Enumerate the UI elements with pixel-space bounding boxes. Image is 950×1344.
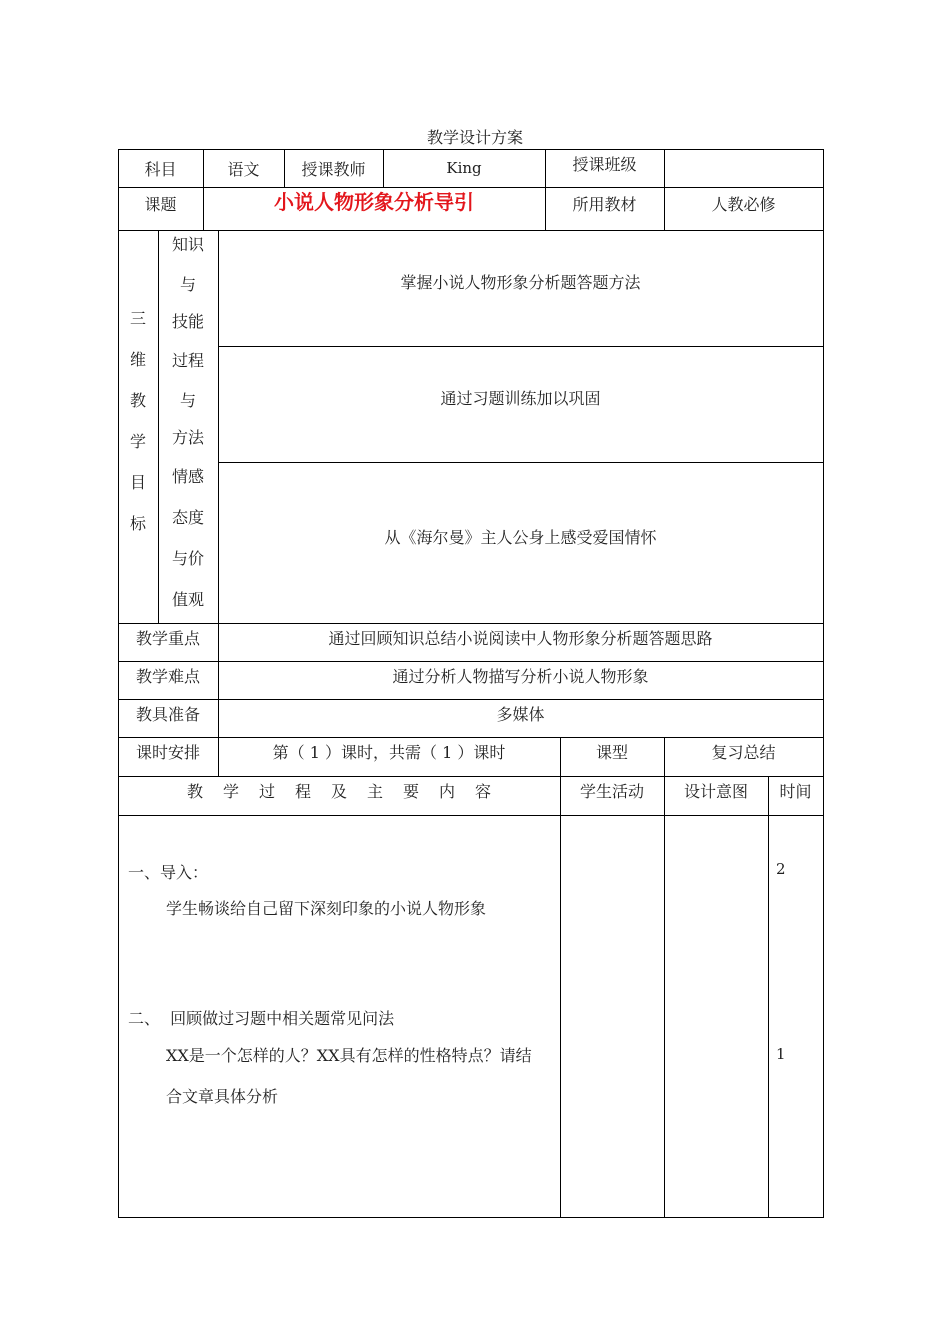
section1-text: 学生畅谈给自己留下深刻印象的小说人物形象	[166, 899, 487, 918]
section2-title: 二、 回顾做过习题中相关题常见问法	[128, 1009, 395, 1028]
goal-knowledge-content: 掌握小说人物形象分析题答题方法	[400, 273, 641, 292]
key-point-value: 通过回顾知识总结小说阅读中人物形象分析题答题思路	[328, 628, 713, 648]
lesson-type-value: 复习总结	[711, 743, 776, 762]
teacher-value: King	[446, 159, 482, 177]
tools-value: 多媒体	[496, 704, 545, 724]
difficulty-label: 教学难点	[135, 666, 200, 686]
goal-emotion-content: 从《海尔曼》主人公身上感受爱国情怀	[384, 527, 657, 547]
goal-process-label	[158, 348, 218, 462]
student-activity-header: 学生活动	[579, 782, 644, 801]
goal-label-line: 方法	[171, 428, 204, 447]
goal-label-line: 值观	[171, 590, 204, 609]
key-point-label: 教学重点	[135, 628, 200, 648]
textbook-label: 所用教材	[572, 195, 637, 214]
time-header: 时间	[779, 782, 812, 801]
topic-label: 课题	[144, 195, 177, 214]
section1-time: 2	[776, 860, 786, 878]
goal-process-content: 通过习题训练加以巩固	[440, 389, 601, 408]
goals-side-char: 标	[129, 514, 146, 533]
goal-label-line: 与	[179, 391, 196, 410]
goal-knowledge-label	[158, 232, 218, 346]
lesson-type-label: 课型	[595, 743, 628, 762]
goal-label-line: 与价	[171, 549, 204, 568]
teacher-label: 授课教师	[301, 159, 366, 179]
goal-label-line: 过程	[171, 351, 204, 370]
goal-label-line: 技能	[171, 312, 204, 331]
tools-label: 教具准备	[135, 704, 200, 724]
subject-value: 语文	[227, 159, 260, 179]
goals-side-char: 维	[129, 350, 146, 369]
goal-emotion-label	[158, 464, 218, 628]
goal-label-line: 态度	[171, 508, 204, 527]
section1-title: 一、导入：	[128, 863, 209, 882]
section2-time: 1	[776, 1045, 786, 1063]
goal-label-line: 知识	[171, 235, 204, 254]
goals-side-char: 目	[129, 473, 146, 492]
goal-label-line: 与	[179, 275, 196, 294]
process-main-header: 教学过程及主要内容	[186, 782, 511, 801]
section2-line2: 合文章具体分析	[166, 1087, 279, 1106]
section2-line1: XX是一个怎样的人？XX具有怎样的性格特点？请结	[166, 1046, 532, 1065]
design-intent-header: 设计意图	[683, 782, 748, 801]
schedule-label: 课时安排	[135, 743, 200, 762]
goals-side-char: 三	[129, 309, 146, 328]
goals-side-char: 教	[129, 391, 146, 410]
document-title: 教学设计方案	[426, 128, 523, 147]
goal-label-line: 情感	[171, 467, 204, 486]
schedule-value: 第（ 1 ）课时，共需（ 1 ）课时	[272, 743, 506, 762]
topic-value: 小说人物形象分析导引	[274, 190, 474, 214]
class-label: 授课班级	[572, 154, 637, 174]
goals-side-label	[118, 306, 158, 552]
goals-side-char: 学	[129, 432, 146, 451]
difficulty-value: 通过分析人物描写分析小说人物形象	[392, 666, 649, 686]
subject-label: 科目	[144, 159, 177, 179]
class-value	[664, 149, 823, 187]
textbook-value: 人教必修	[711, 195, 776, 214]
